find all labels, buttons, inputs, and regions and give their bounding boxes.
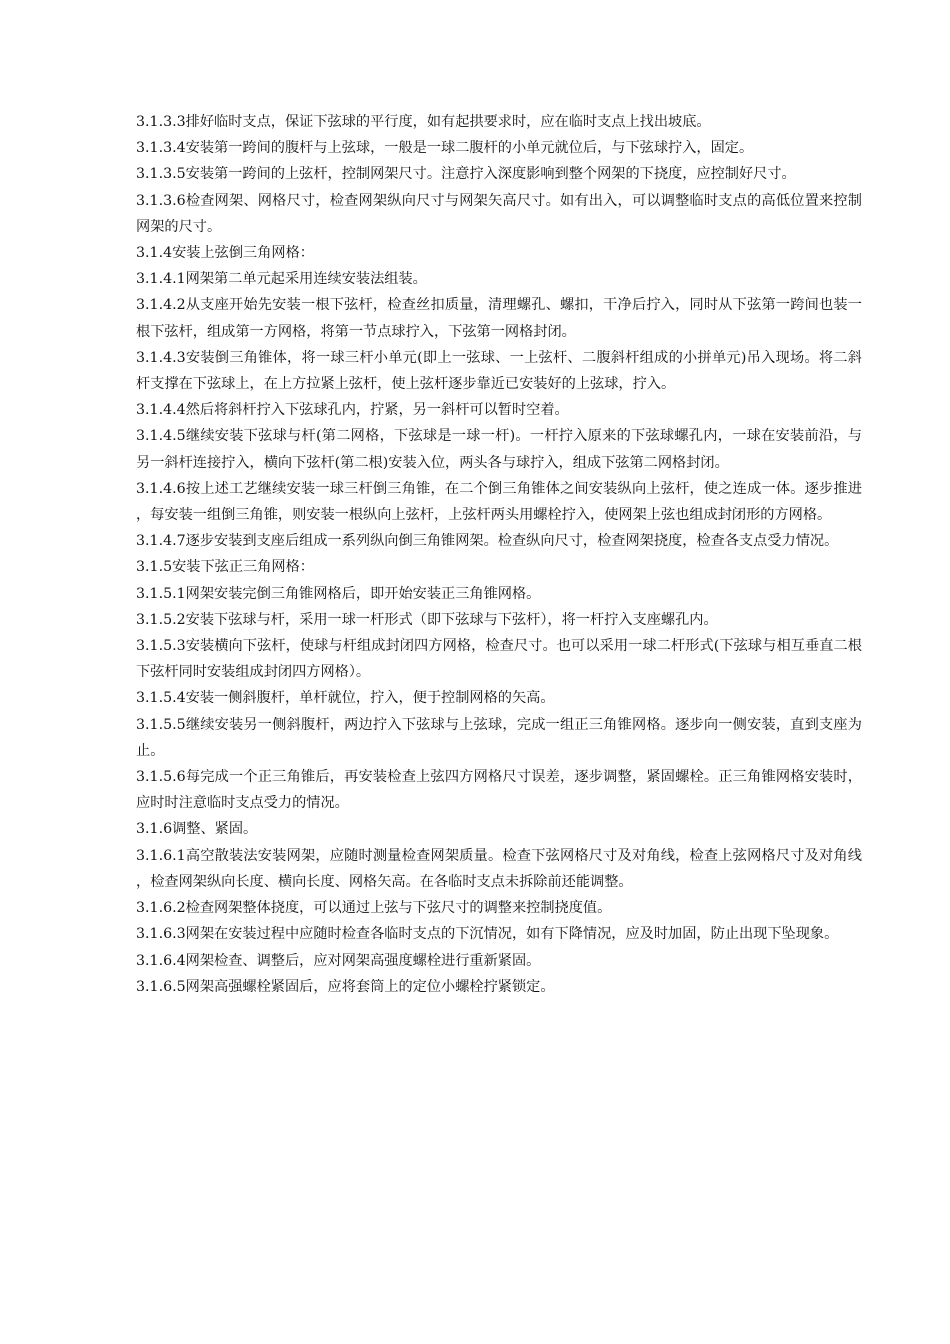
document-body (136, 109, 862, 1000)
paragraph-3-1-3-3: 3.1.3.3排好临时支点，保证下弦球的平行度，如有起拱要求时，应在临时支点上找出坡底。 (136, 114, 711, 130)
paragraph-3-1-4-7: 3.1.4.7逐步安装到支座后组成一系列纵向倒三角锥网架。检查纵向尺寸，检查网架挠度，检查各支点受力情况。 (136, 533, 839, 550)
paragraph-3-1-5-4: 3.1.5.4安装一侧斜腹杆，单杆就位，拧入，便于控制网格的矢高。 (136, 690, 555, 707)
paragraph-3-1-4-4: 3.1.4.4然后将斜杆拧入下弦球孔内，拧紧，另一斜杆可以暂时空着。 (136, 402, 569, 419)
paragraph-3-1-5-6: 3.1.5.6每完成一个正三角锥后，再安装检查上弦四方网格尺寸误差，逐步调整，紧固螺栓。正三角锥网格安装时，应时时注意临时支点受力的情况。 (136, 769, 862, 812)
paragraph-3-1-5-5: 3.1.5.5继续安装另一侧斜腹杆，两边拧入下弦球与上弦球，完成一组正三角锥网格。逐步向一侧安装，直到支座为止。 (136, 716, 862, 759)
paragraph-3-1-4-5: 3.1.4.5继续安装下弦球与杆(第二网格，下弦球是一球一杆)。一杆拧入原来的下弦球螺孔内，一球在安装前沿，与另一斜杆连接拧入，横向下弦杆(第二根)安装入位，两头各与球拧入，组成下弦第二网格封闭。 (136, 428, 862, 471)
paragraph-3-1-6-3: 3.1.6.3网架在安装过程中应随时检查各临时支点的下沉情况，如有下降情况，应及时加固，防止出现下坠现象。 (136, 926, 839, 943)
paragraph-3-1-4-1: 3.1.4.1网架第二单元起采用连续安装法组装。 (136, 271, 427, 288)
paragraph-3-1-3-5: 3.1.3.5安装第一跨间的上弦杆，控制网架尺寸。注意拧入深度影响到整个网架的下挠度，应控制好尺寸。 (136, 166, 796, 183)
paragraph-3-1-6-5: 3.1.6.5网架高强螺栓紧固后，应将套筒上的定位小螺栓拧紧锁定。 (136, 978, 555, 995)
paragraph-3-1-6-2: 3.1.6.2检查网架整体挠度，可以通过上弦与下弦尺寸的调整来控制挠度值。 (136, 900, 612, 917)
paragraph-3-1-3-6: 3.1.3.6检查网架、网格尺寸，检查网架纵向尺寸与网架矢高尺寸。如有出入，可以调整临时支点的高低位置来控制网架的尺寸。 (136, 192, 862, 235)
paragraph-3-1-5-2: 3.1.5.2安装下弦球与杆，采用一球一杆形式（即下弦球与下弦杆），将一杆拧入支座螺孔内。 (136, 611, 718, 628)
paragraph-3-1-5-3: 3.1.5.3安装横向下弦杆，使球与杆组成封闭四方网格，检查尺寸。也可以采用一球二杆形式(下弦球与相互垂直二根下弦杆同时安装组成封闭四方网格）。 (136, 638, 862, 681)
paragraph-3-1-5-1: 3.1.5.1网架安装完倒三角锥网格后，即开始安装正三角锥网格。 (136, 585, 541, 602)
paragraph-3-1-6-1: 3.1.6.1高空散装法安装网架，应随时测量检查网架质量。检查下弦网格尺寸及对角线，检查上弦网格尺寸及对角线，检查网架纵向长度、横向长度、网格矢高。在各临时支点未拆除前还能调整。 (136, 847, 862, 890)
paragraph-3-1-4-3: 3.1.4.3安装倒三角锥体，将一球三杆小单元(即上一弦球、一上弦杆、二腹斜杆组成的小拼单元)吊入现场。将二斜杆支撑在下弦球上，在上方拉紧上弦杆，使上弦杆逐步靠近已安装好的上弦球，拧入。 (136, 349, 862, 393)
section-heading-3-1-5: 3.1.5安装下弦正三角网格： (136, 559, 314, 576)
section-heading-3-1-6: 3.1.6调整、紧固。 (136, 821, 258, 838)
section-heading-3-1-4: 3.1.4安装上弦倒三角网格： (136, 245, 314, 262)
paragraph-3-1-4-6: 3.1.4.6按上述工艺继续安装一球三杆倒三角锥，在二个倒三角锥体之间安装纵向上弦杆，使之连成一体。逐步推进，每安装一组倒三角锥，则安装一根纵向上弦杆，上弦杆两头用螺栓拧入，使网架上弦也组成封闭形的方网格。 (136, 480, 862, 524)
paragraph-3-1-4-2: 3.1.4.2从支座开始先安装一根下弦杆，检查丝扣质量，清理螺孔、螺扣，干净后拧入，同时从下弦第一跨间也装一根下弦杆，组成第一方网格，将第一节点球拧入，下弦第一网格封闭。 (136, 297, 862, 340)
paragraph-3-1-6-4: 3.1.6.4网架检查、调整后，应对网架高强度螺栓进行重新紧固。 (136, 952, 541, 969)
paragraph-3-1-3-4: 3.1.3.4安装第一跨间的腹杆与上弦球，一般是一球二腹杆的小单元就位后，与下弦球拧入，固定。 (136, 140, 754, 157)
